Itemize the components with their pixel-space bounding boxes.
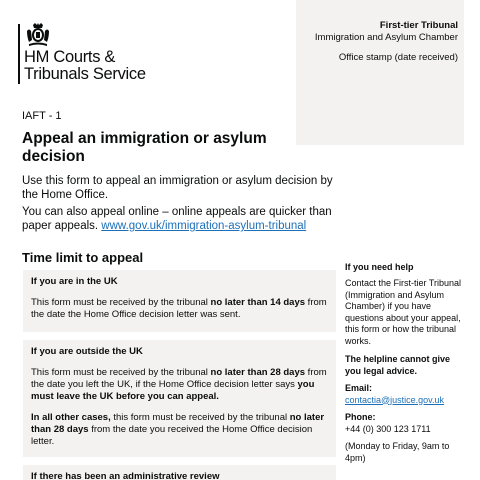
- royal-crest-icon: [25, 22, 51, 48]
- office-stamp-box: [296, 0, 464, 145]
- tribunal-name: First-tier Tribunal: [379, 20, 458, 31]
- phone-label: Phone:: [345, 412, 376, 422]
- intro-text: Use this form to appeal an immigration or asylum decision by the Home Office.: [22, 175, 333, 201]
- stamp-label: Office stamp (date received): [338, 52, 458, 63]
- time-limit-heading: Time limit to appeal: [22, 250, 144, 265]
- online-appeal-text: [22, 205, 342, 233]
- form-code: IAFT - 1: [22, 110, 62, 122]
- hmcts-logo: [18, 22, 158, 86]
- chamber-name: Immigration and Asylum Chamber: [314, 32, 458, 43]
- panel-title: If you are outside the UK: [31, 346, 143, 357]
- help-warning: The helpline cannot give you legal advice.: [345, 354, 451, 376]
- panel-title: If you are in the UK: [31, 276, 118, 287]
- panel-in-uk: [23, 270, 336, 332]
- online-appeal-link[interactable]: www.gov.uk/immigration-asylum-tribunal: [101, 220, 307, 232]
- logo-line-1: HM Courts &: [24, 48, 116, 66]
- help-sidebar: [345, 262, 463, 464]
- email-link[interactable]: contactia@justice.gov.uk: [345, 394, 445, 405]
- panel-text: This form must be received by the tribunal no later than 14 days from the date the Home Office decision letter was sent.: [31, 297, 327, 320]
- logo-wordmark: [24, 49, 146, 83]
- panel-outside-uk: [23, 340, 336, 457]
- help-text: Contact the First-tier Tribunal (Immigration and Asylum Chamber) if you have questions about your appeal, this form or how the tribunal works.: [345, 278, 462, 346]
- panel-text: In all other cases, this form must be received by the tribunal no later than 28 days from the date you received the Home Office decision letter.: [31, 412, 325, 447]
- email-label: Email:: [345, 383, 373, 393]
- help-heading: If you need help: [345, 262, 414, 272]
- online-appeal-copy: You can also appeal online – online appeals are quicker than paper appeals.: [22, 206, 332, 232]
- logo-line-2: Tribunals Service: [24, 65, 146, 83]
- logo-divider: [18, 24, 20, 84]
- page-title: Appeal an immigration or asylum decision: [22, 130, 267, 165]
- opening-hours: (Monday to Friday, 9am to 4pm): [345, 441, 450, 463]
- phone-number: +44 (0) 300 123 1711: [345, 423, 431, 434]
- panel-text: This form must be received by the tribunal no later than 28 days from the date you left the UK, if the Home Office decision letter says you must leave the UK before you can appeal.: [31, 367, 327, 402]
- panel-title: If there has been an administrative review: [31, 471, 220, 480]
- panel-admin-review: [23, 465, 336, 480]
